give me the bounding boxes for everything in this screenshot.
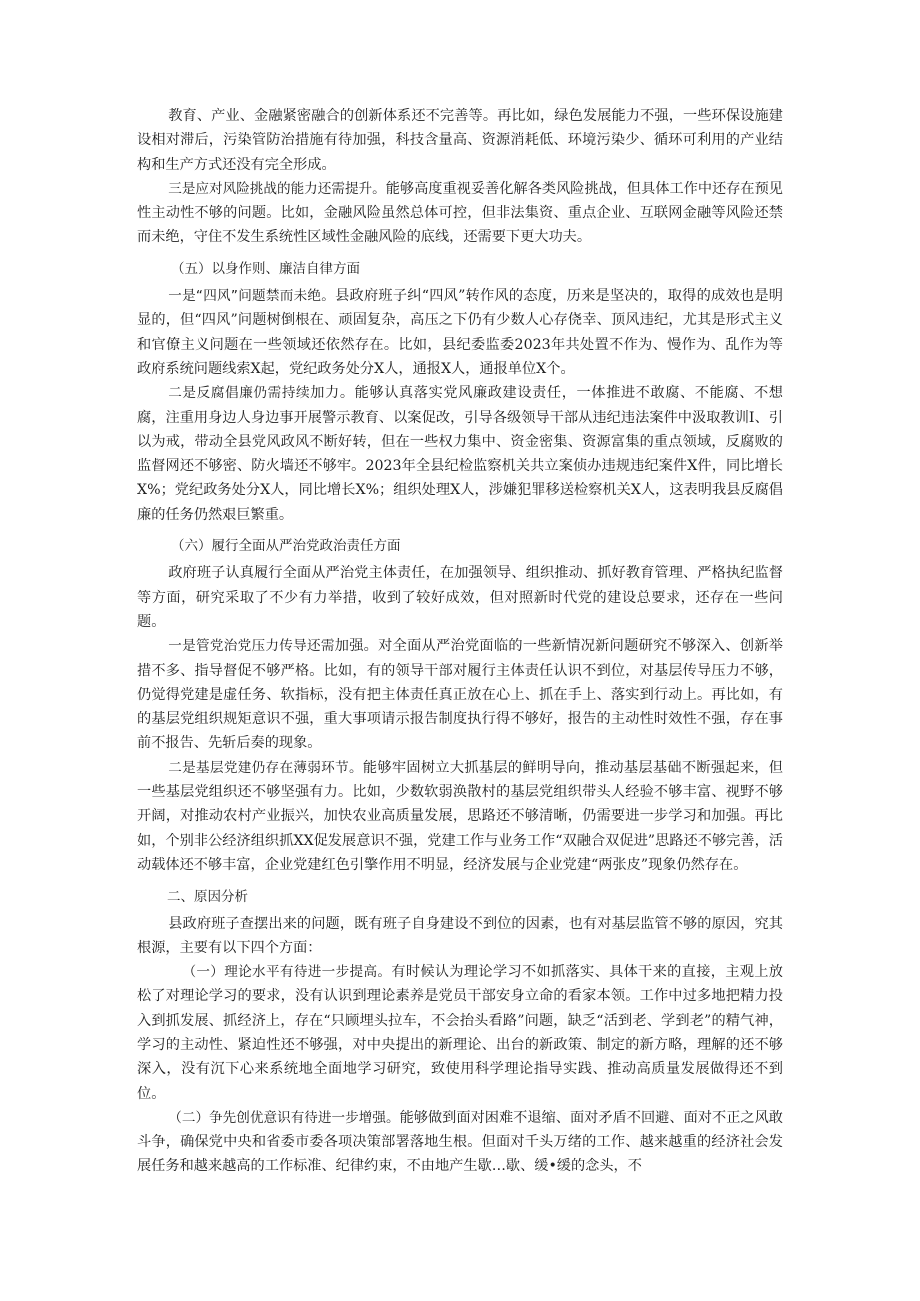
- paragraph-text: 教育、产业、金融紧密融合的创新体系还不完善等。再比如，绿色发展能力不强，一些环保设施建设相对滞后，污染管防治措施有待加强，科技含量高、资源消耗低、环境污染少、循环可利用的产业结构和生产方式还没有完全形成。: [137, 108, 783, 173]
- item-text: 加力。能够认真落实党风廉政建设责任，一体推进不敢腐、不能腐、不想腐，注重用身边人身边事开展警示教育、以案促改，引导各级领导干部从违纪违法案件中汲取教训I、引以为戒，带动全县党风政风不断好转，但在一些权力集中、资金密集、资源富集的重点领域，反腐败的监督网还不够密、防火墙还不够牢。2023年全县纪检监察机关共立案侦办违规违纪案件X件，同比增长X%；党纪政务处分X人，同比增长X%；组织处理X人，涉嫌犯罪移送检察机关X人，这表明我县反腐倡廉的任务仍然艰巨繁重。: [137, 385, 783, 523]
- item-text: 县政府班子纠“四风”转作风的态度，历来是坚决的，取得的成效也是明显的，但“四风”问题树倒根在、顽固复杂，高压之下仍有少数人心存侥幸、顶风违纪，尤其是形式主义和官僚主义问题在一些领域还依然存在。比如，县纪委监委2023年共处置不作为、慢作为、乱作为等政府系统问题线索X起，党纪政务处分X人，通报X人，通报单位X个。: [137, 288, 783, 377]
- item-text: 能够牢固树立大抓基层的鲜明导向，推动基层基础不断强起来，但一些基层党组织还不够坚强有力。比如，少数软弱涣散村的基层党组织带头人经验不够丰富、视野不够开阔，对推动农村产业振兴，加快农业高质量发展，思路还不够清晰，仍需要进一步学习和加强。再比如，个别非公经济组织抓XX促发展意识不强，党建工作与业务工作“双融合双促进”思路还不够完善，活动载体还不够丰富，企业党建红色引擎作用不明显，经济发展与企业党建“两张皮”现象仍然存在。: [137, 759, 783, 873]
- paragraph-lead: 三是应对风险挑战的能力还需提升。: [168, 180, 386, 197]
- item-lead: （一）理论水平有待进一步提高。: [182, 964, 392, 981]
- item-lead: 一是“四风”问题禁而未绝。: [168, 288, 336, 305]
- item-text: 加强。对全面从严治党面临的一些新情况新问题研究不够深入、创新举措不多、指导督促不够严格。比如，有的领导干部对履行主体责任认识不到位，对基层传导压力不够，仍觉得党建是虚任务、软指标，没有把主体责任真正放在心上、抓在手上、落实到行动上。再比如，有的基层党组织规矩意识不强，重大事项请示报告制度执行得不够好，报告的主动性时效性不强，存在事前不报告、先斩后奏的现象。: [137, 638, 783, 752]
- part2-item-2: [137, 1106, 783, 1179]
- part2-intro: 县政府班子查摆出来的问题，既有班子自身建设不到位的因素，也有对基层监管不够的原因，究其根源，主要有以下四个方面：: [137, 915, 783, 956]
- item-text: 有时候认为理论学习不如抓落实、具体干来的直接，主观上放松了对理论学习的要求，没有认识到理论素养是党员干部安身立命的看家本领。工作中过多地把精力投入到抓发展、抓经济上，存在“只顾埋头拉车，不会抬头看路”问题，缺乏“活到老、学到老”的精气神，学习的主动性、紧迫性还不够强，对中央提出的新理论、出台的新政策、制定的新方略，理解的还不够深入，没有沉下心来系统地全面地学习研究，致使用科学理论指导实践、推动高质量发展做得还不到位。: [137, 964, 783, 1102]
- paragraph-text: 能够高度重视妥善化解各类风险挑战，但具体工作中还存在预见性主动性不够的问题。比如，金融风险虽然总体可控，但非法集资、重点企业、互联网金融等风险还禁而未绝，守住不发生系统性区域性金融风险的底线，还需要下更大功夫。: [137, 180, 783, 246]
- section6-intro: 政府班子认真履行全面从严治党主体责任，在加强领导、组织推动、抓好教育管理、严格执纪监督等方面，研究采取了不少有力举措，收到了较好成效，但对照新时代党的建设总要求，还存在一些问题。: [137, 565, 783, 630]
- section6-item-1: [137, 634, 783, 755]
- part2-item-1: [137, 960, 783, 1106]
- paragraph-continued: [137, 104, 783, 177]
- section6-item-2: [137, 756, 783, 877]
- section6-heading: （六）履行全面从严治党政治责任方面: [171, 538, 401, 555]
- part2-heading: 二、原因分析: [167, 889, 248, 906]
- section5-heading: （五）以身作则、廉洁自律方面: [171, 260, 360, 277]
- section5-item-1: [137, 284, 783, 381]
- item-lead: 一是管党治党压力传导还需: [168, 638, 335, 655]
- item-lead: 二是基层党建仍存在薄弱环节。: [168, 759, 363, 776]
- item-text: 能够做到面对困难不退缩、面对矛盾不回避、面对不正之风敢斗争，确保党中央和省委市委各项决策部署落地生根。但面对千头万绪的工作、越来越重的经济社会发展任务和越来越高的工作标准、纪律约束，不由地产生歇…歇、缓•缓的念头，不: [137, 1109, 783, 1175]
- paragraph-risk: [137, 177, 783, 250]
- item-lead: （二）争先创优意识有待进一步增强。: [168, 1109, 400, 1126]
- document-page: [137, 104, 783, 1179]
- section5-item-2: [137, 381, 783, 527]
- item-lead: 二是反腐倡廉仍需持续: [168, 385, 311, 402]
